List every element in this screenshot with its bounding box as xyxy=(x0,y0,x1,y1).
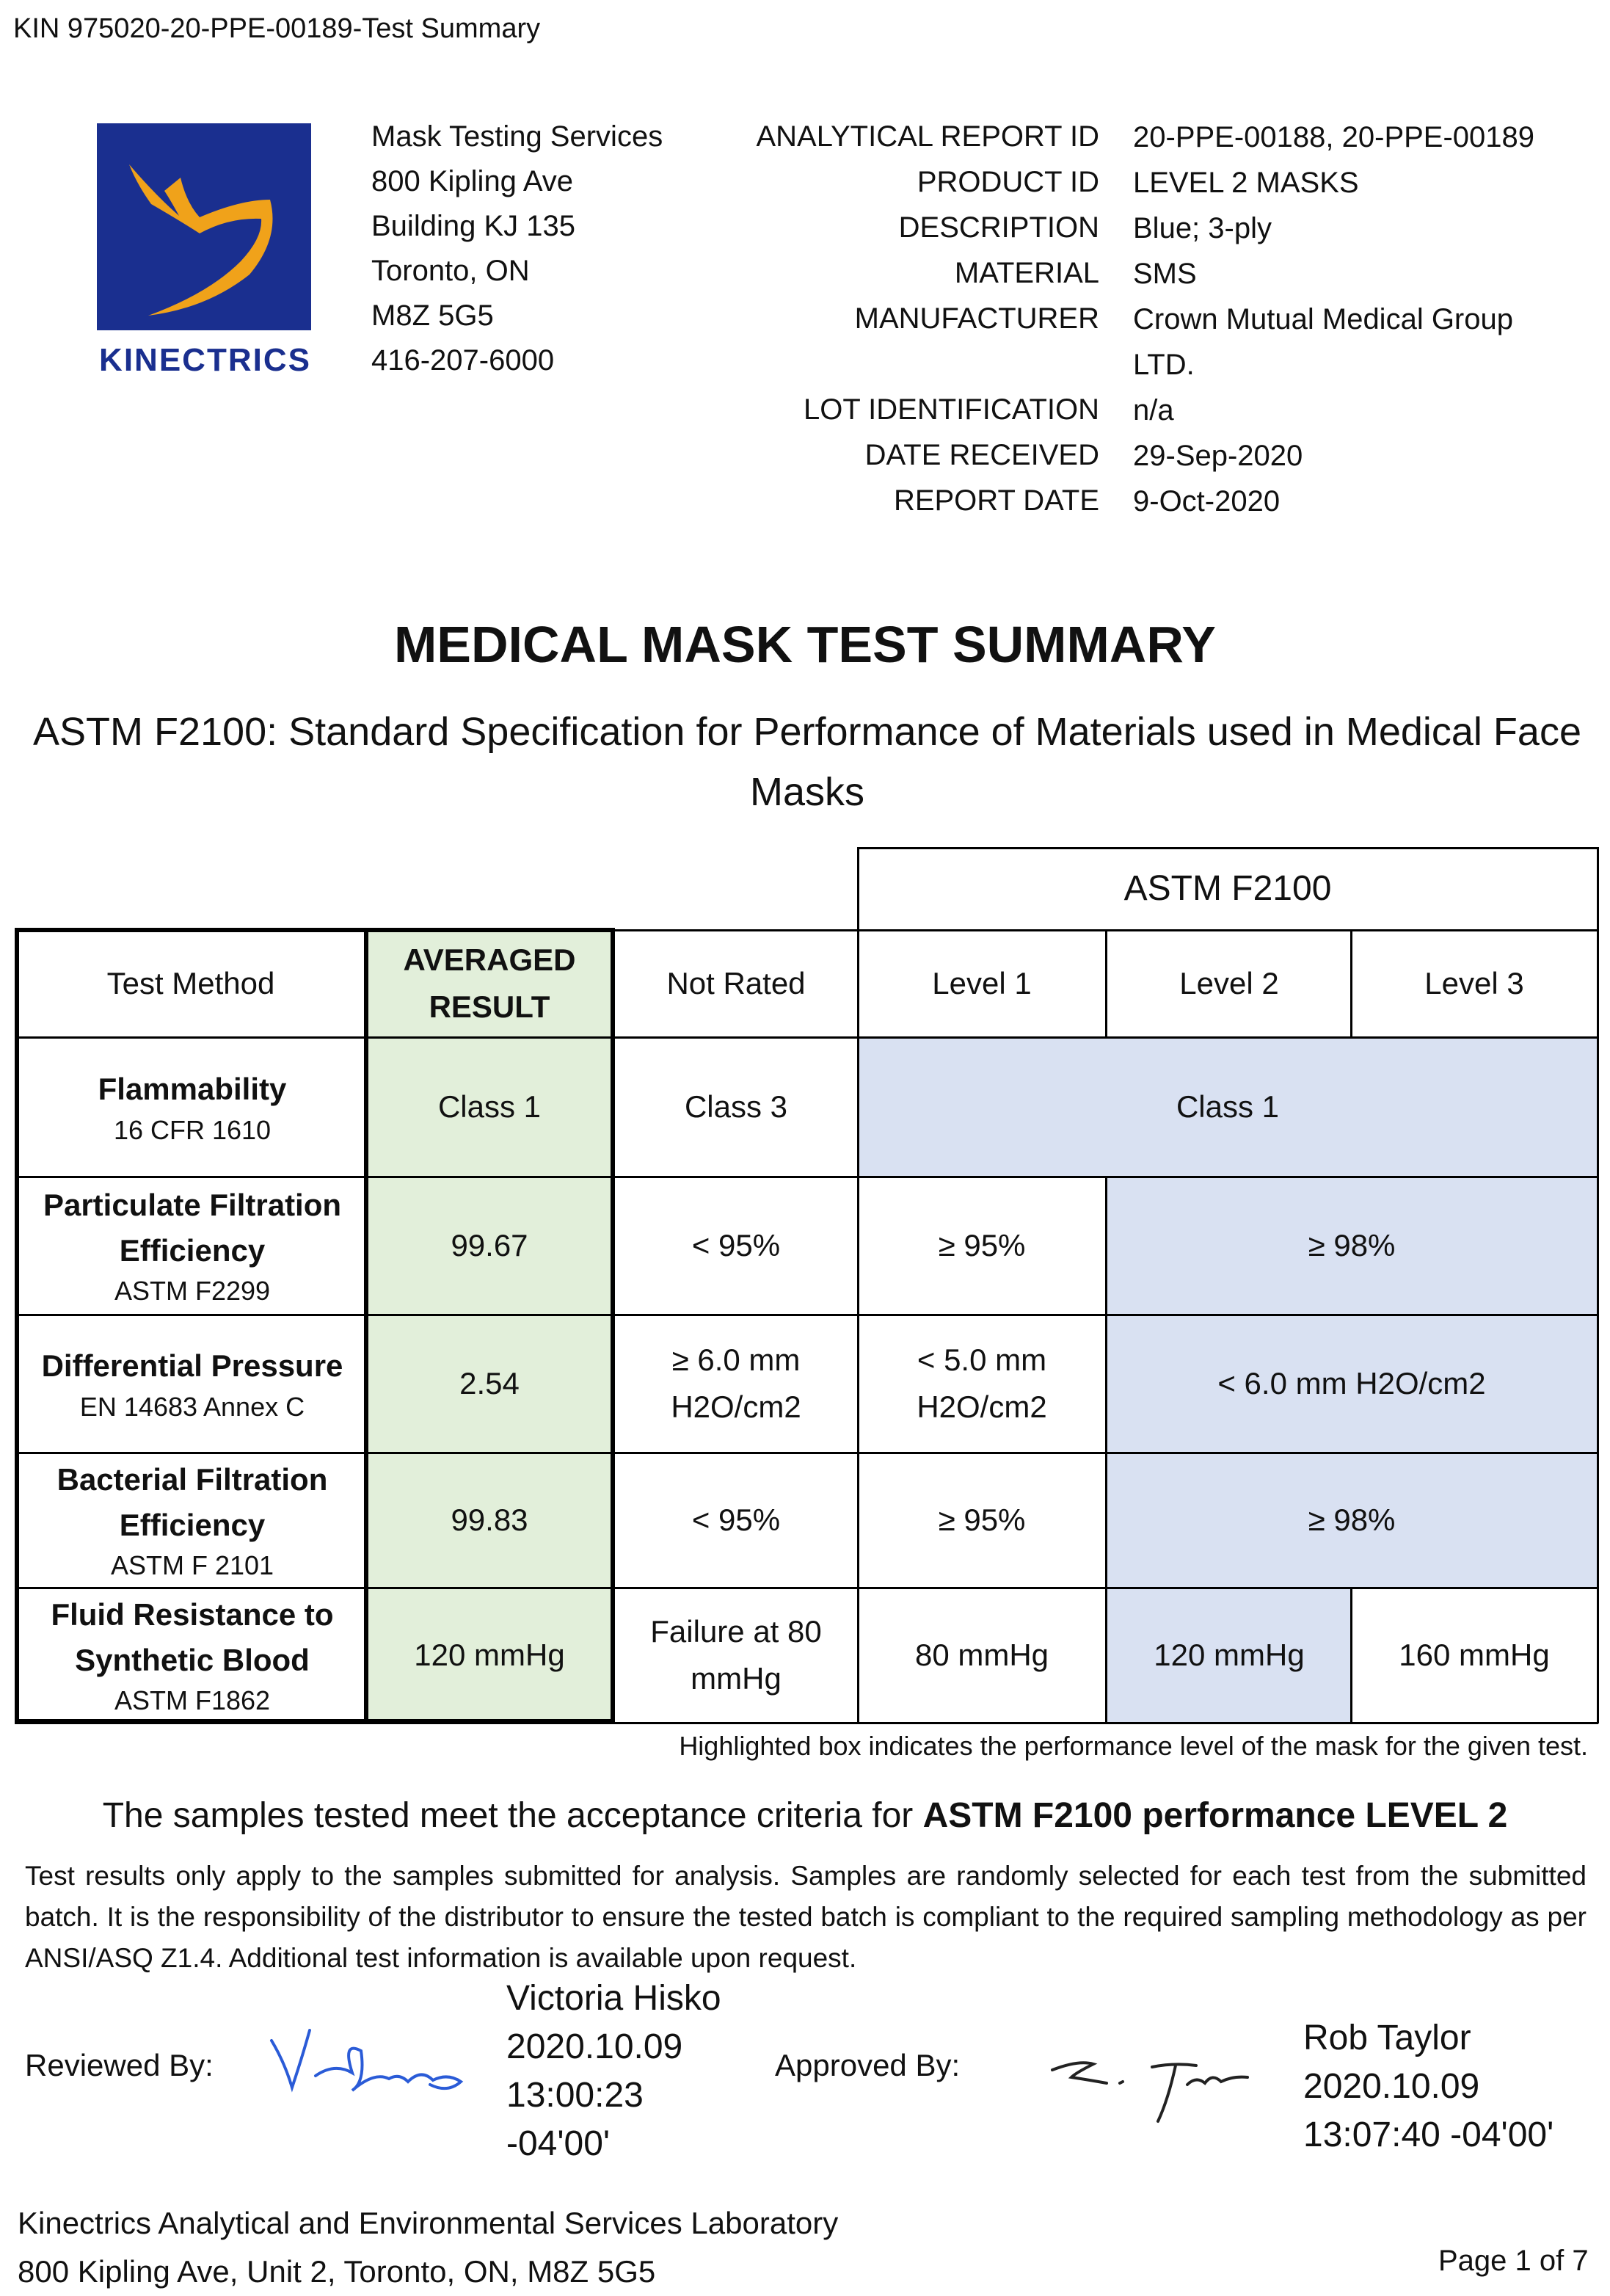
disclaimer-text: Test results only apply to the samples submitted for analysis. Samples are randomly selected for each test from the submitted batch. It is the responsibility of the distributor to ensure the tested batch is compliant to the required sampling methodology as per ANSI/ASQ Z1.4. Additional test information is available upon request. xyxy=(25,1861,1587,1973)
page-number: Page 1 of 7 xyxy=(1438,2245,1589,2277)
header-level-1: Level 1 xyxy=(932,966,1032,1000)
address-line: 800 Kipling Ave xyxy=(371,165,574,197)
meta-label: DESCRIPTION xyxy=(898,211,1099,244)
row-bfe-method xyxy=(19,1453,365,1587)
test-standard: ASTM F 2101 xyxy=(110,1550,274,1580)
approver-name: Rob Taylor xyxy=(1303,2019,1471,2057)
meta-value: LEVEL 2 MASKS xyxy=(1133,167,1359,199)
row-flammability-method xyxy=(19,1038,365,1176)
row-dp-method xyxy=(19,1315,365,1452)
meta-label: PRODUCT ID xyxy=(917,166,1099,198)
test-standard: 16 CFR 1610 xyxy=(113,1115,272,1145)
approver-details xyxy=(1303,2014,1553,2159)
row-flammability-result: Class 1 xyxy=(437,1089,542,1124)
group-header-astm: ASTM F2100 xyxy=(1123,869,1332,908)
row-fluid-level-1: 80 mmHg xyxy=(914,1638,1049,1672)
row-dp-level-2-3: < 6.0 mm H2O/cm2 xyxy=(1217,1366,1486,1401)
row-flammability-not-rated: Class 3 xyxy=(684,1089,788,1124)
meta-value: Crown Mutual Medical Group LTD. xyxy=(1133,303,1513,381)
row-dp-level-1 xyxy=(859,1315,1105,1452)
address-line: Building KJ 135 xyxy=(371,210,575,242)
kinectrics-logo xyxy=(97,123,311,330)
row-fluid-not-rated xyxy=(613,1588,859,1722)
test-name: Flammability xyxy=(98,1072,287,1106)
report-meta-values xyxy=(1133,115,1573,524)
approved-by-label: Approved By: xyxy=(775,2048,961,2082)
meta-label: MANUFACTURER xyxy=(854,302,1099,335)
row-pfe-method xyxy=(19,1177,365,1314)
test-name: Fluid Resistance to Synthetic Blood xyxy=(51,1597,334,1677)
test-name: Differential Pressure xyxy=(41,1348,343,1383)
row-fluid-level-3: 160 mmHg xyxy=(1399,1638,1550,1672)
row-bfe-level-1: ≥ 95% xyxy=(938,1503,1026,1537)
address-line: M8Z 5G5 xyxy=(371,299,494,332)
reviewer-signature xyxy=(264,2011,484,2110)
row-pfe-level-2-3: ≥ 98% xyxy=(1308,1228,1396,1263)
document-header-title: KIN 975020-20-PPE-00189-Test Summary xyxy=(13,13,541,44)
test-name: Particulate Filtration Efficiency xyxy=(43,1188,342,1268)
report-meta-labels xyxy=(719,115,1099,524)
footer-line: Kinectrics Analytical and Environmental Services Laboratory xyxy=(18,2206,839,2240)
row-fluid-result: 120 mmHg xyxy=(414,1638,565,1672)
page-subtitle: ASTM F2100: Standard Specification for Performance of Materials used in Medical Face Masks xyxy=(33,710,1581,814)
test-standard: ASTM F2299 xyxy=(114,1276,271,1306)
signature-vhisko-icon xyxy=(264,2011,484,2107)
row-bfe-level-2-3: ≥ 98% xyxy=(1308,1503,1396,1537)
row-dp-result: 2.54 xyxy=(459,1366,520,1401)
meta-label: ANALYTICAL REPORT ID xyxy=(756,120,1099,153)
meta-label: MATERIAL xyxy=(954,257,1099,289)
approver-date: 2020.10.09 xyxy=(1303,2067,1480,2106)
signature-rtaylor-icon xyxy=(1042,2041,1262,2129)
table-border xyxy=(1597,847,1599,1723)
meta-value: 29-Sep-2020 xyxy=(1133,440,1303,472)
address-line: 416-207-6000 xyxy=(371,344,555,377)
header-test-method: Test Method xyxy=(106,966,275,1000)
reviewer-name: Victoria Hisko xyxy=(506,1979,721,2018)
row-pfe-not-rated: < 95% xyxy=(691,1228,781,1263)
acceptance-statement xyxy=(0,1795,1610,1836)
footer-line: 800 Kipling Ave, Unit 2, Toronto, ON, M8Z 5G5 xyxy=(18,2254,656,2289)
header-averaged-result: AVERAGED RESULT xyxy=(403,942,576,1024)
reviewer-details xyxy=(506,1975,721,2168)
row-fluid-level-2: 120 mmHg xyxy=(1154,1638,1305,1672)
address-line: Mask Testing Services xyxy=(371,120,663,153)
row-fluid-method xyxy=(19,1588,365,1722)
test-name: Bacterial Filtration Efficiency xyxy=(57,1462,328,1542)
meta-value: Blue; 3-ply xyxy=(1133,212,1272,244)
acceptance-level: ASTM F2100 performance LEVEL 2 xyxy=(922,1796,1508,1835)
header-level-2: Level 2 xyxy=(1179,966,1279,1000)
highlight-note: Highlighted box indicates the performance level of the mask for the given test. xyxy=(679,1731,1588,1761)
meta-label: REPORT DATE xyxy=(893,484,1099,517)
dp-not-rated-value: ≥ 6.0 mm H2O/cm2 xyxy=(671,1343,801,1424)
meta-value: 9-Oct-2020 xyxy=(1133,485,1281,517)
test-standard: ASTM F1862 xyxy=(114,1685,271,1715)
reviewed-by-label: Reviewed By: xyxy=(25,2048,214,2082)
test-standard: EN 14683 Annex C xyxy=(79,1392,305,1422)
row-dp-not-rated xyxy=(613,1315,859,1452)
reviewer-date: 2020.10.09 xyxy=(506,2027,683,2066)
address-line: Toronto, ON xyxy=(371,255,530,287)
lab-address xyxy=(371,115,663,383)
row-pfe-level-1: ≥ 95% xyxy=(938,1228,1026,1263)
meta-value: n/a xyxy=(1133,394,1174,426)
meta-value: 20-PPE-00188, 20-PPE-00189 xyxy=(1133,121,1535,153)
row-flammability-levels: Class 1 xyxy=(1176,1089,1280,1124)
page-title: MEDICAL MASK TEST SUMMARY xyxy=(394,616,1216,673)
row-bfe-not-rated: < 95% xyxy=(691,1503,781,1537)
row-pfe-result: 99.67 xyxy=(451,1228,528,1263)
footer-address xyxy=(18,2199,838,2296)
dp-level-1-value: < 5.0 mm H2O/cm2 xyxy=(917,1343,1047,1424)
reviewer-time: 13:00:23 xyxy=(506,2076,644,2115)
header-not-rated: Not Rated xyxy=(666,966,806,1000)
logo-wordmark: KINECTRICS xyxy=(99,342,311,378)
reviewer-tz: -04'00' xyxy=(506,2124,611,2163)
meta-label: DATE RECEIVED xyxy=(864,439,1099,471)
fluid-not-rated-value: Failure at 80 mmHg xyxy=(650,1614,822,1696)
logo-swoosh-icon xyxy=(97,123,311,330)
meta-label: LOT IDENTIFICATION xyxy=(804,393,1099,426)
approver-signature xyxy=(1042,2041,1262,2132)
acceptance-prefix: The samples tested meet the acceptance criteria for xyxy=(102,1796,923,1835)
meta-value: SMS xyxy=(1133,258,1197,290)
row-bfe-result: 99.83 xyxy=(451,1503,528,1537)
header-level-3: Level 3 xyxy=(1424,966,1524,1000)
approver-datetime: 13:07:40 -04'00' xyxy=(1303,2115,1554,2154)
